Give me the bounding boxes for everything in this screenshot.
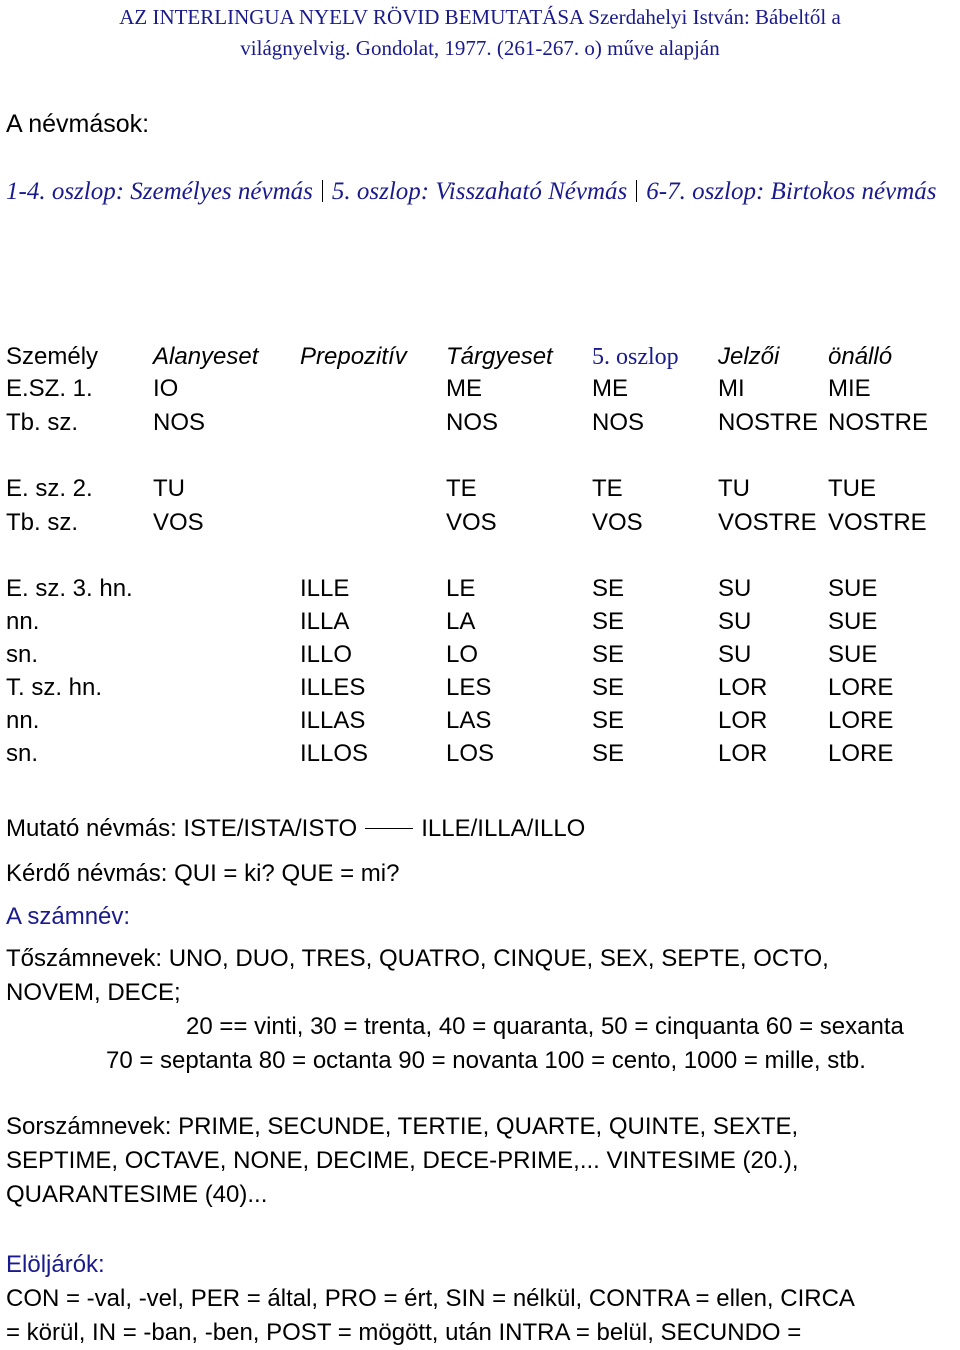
table-cell: LES <box>446 674 492 701</box>
table-cell: E. sz. 3. hn. <box>6 575 133 602</box>
table-cell: TU <box>153 475 185 502</box>
table-cell: LOR <box>718 674 768 701</box>
cardinals-line-1: Tőszámnevek: UNO, DUO, TRES, QUATRO, CINQUE, SEX, SEPTE, OCTO, <box>6 945 829 972</box>
table-cell: sn. <box>6 641 39 668</box>
table-cell: ILLO <box>300 641 353 668</box>
table-cell: E. sz. 2. <box>6 475 93 502</box>
table-header-col-reflexive: 5. oszlop <box>592 344 679 370</box>
table-cell: SUE <box>828 641 878 668</box>
ordinals-line-2: SEPTIME, OCTAVE, NONE, DECIME, DECE-PRIME,... VINTESIME (20.), <box>6 1147 799 1174</box>
cardinals-line-2: NOVEM, DECE; <box>6 979 181 1006</box>
table-cell: sn. <box>6 740 39 767</box>
table-cell: ILLOS <box>300 740 369 767</box>
demonstrative-value: ILLE/ILLA/ILLO <box>421 815 586 842</box>
table-cell: Tb. sz. <box>6 509 79 536</box>
table-cell: LORE <box>828 740 894 767</box>
table-cell: NOSTRE <box>718 409 819 436</box>
table-cell: SUE <box>828 608 878 635</box>
prepositions-line-1: CON = -val, -vel, PER = által, PRO = ért, SIN = nélkül, CONTRA = ellen, CIRCA <box>6 1285 855 1312</box>
table-header-col-nominative: Alanyeset <box>153 343 259 370</box>
columns-note-part-1: 1-4. oszlop: Személyes névmás <box>6 178 313 205</box>
table-header-col-independent: önálló <box>828 343 893 370</box>
document-header <box>0 2 960 64</box>
table-cell: SE <box>592 740 625 767</box>
table-cell: NOS <box>446 409 499 436</box>
prepositions-heading: Elöljárók: <box>6 1251 105 1278</box>
table-cell: ILLES <box>300 674 366 701</box>
table-cell: LORE <box>828 707 894 734</box>
table-cell: LE <box>446 575 476 602</box>
table-header-col-attributive: Jelzői <box>718 343 780 370</box>
table-cell: ILLAS <box>300 707 366 734</box>
table-cell: NOS <box>592 409 645 436</box>
columns-note-part-3: 6-7. oszlop: Birtokos névmás <box>646 178 937 205</box>
table-cell: TU <box>718 475 750 502</box>
table-cell: VOSTRE <box>718 509 817 536</box>
table-cell: SU <box>718 641 752 668</box>
table-cell: SE <box>592 608 625 635</box>
table-cell: SU <box>718 575 752 602</box>
table-cell: LORE <box>828 674 894 701</box>
table-cell: Tb. sz. <box>6 409 79 436</box>
table-cell: TE <box>592 475 623 502</box>
cardinals-line-4: 70 = septanta 80 = octanta 90 = novanta 100 = cento, 1000 = mille, stb. <box>106 1047 866 1074</box>
ordinal-numbers <box>6 1110 956 1212</box>
table-cell: SE <box>592 707 625 734</box>
table-cell: MIE <box>828 375 871 402</box>
table-cell: VOSTRE <box>828 509 927 536</box>
table-cell: VOS <box>446 509 497 536</box>
ordinals-line-3: QUARANTESIME (40)... <box>6 1181 268 1208</box>
columns-note-part-2: 5. oszlop: Visszaható Névmás <box>331 178 628 205</box>
table-cell: ILLA <box>300 608 350 635</box>
column-separator <box>322 180 323 202</box>
table-cell: NOSTRE <box>828 409 929 436</box>
table-cell: LOS <box>446 740 495 767</box>
table-cell: LOR <box>718 740 768 767</box>
table-cell: NOS <box>153 409 206 436</box>
column-separator <box>636 180 637 202</box>
dash-separator <box>365 828 413 829</box>
table-cell: LA <box>446 608 476 635</box>
table-cell: SE <box>592 575 625 602</box>
interrogative-pronoun: Kérdő névmás: QUI = ki? QUE = mi? <box>6 860 400 887</box>
numerals-heading: A számnév: <box>6 903 131 930</box>
table-header-col-person: Személy <box>6 343 99 370</box>
table-cell: SUE <box>828 575 878 602</box>
table-cell: nn. <box>6 608 40 635</box>
table-cell: SE <box>592 674 625 701</box>
demonstrative-pronoun <box>6 812 585 846</box>
table-cell: ILLE <box>300 575 350 602</box>
columns-note <box>6 175 946 209</box>
demonstrative-label: Mutató névmás: ISTE/ISTA/ISTO <box>6 815 358 842</box>
header-line-2: világnyelvig. Gondolat, 1977. (261-267. o) műve alapján <box>240 36 720 60</box>
table-header-col-prepositive: Prepozitív <box>300 343 407 370</box>
ordinals-line-1: Sorszámnevek: PRIME, SECUNDE, TERTIE, QUARTE, QUINTE, SEXTE, <box>6 1113 799 1140</box>
pronouns-heading: A névmások: <box>6 110 150 138</box>
table-cell: LO <box>446 641 479 668</box>
table-cell: ME <box>592 375 628 402</box>
table-cell: E.SZ. 1. <box>6 375 93 402</box>
table-cell: nn. <box>6 707 40 734</box>
table-cell: SU <box>718 608 752 635</box>
table-cell: SE <box>592 641 625 668</box>
table-cell: TE <box>446 475 477 502</box>
cardinals-line-3: 20 == vinti, 30 = trenta, 40 = quaranta, 50 = cinquanta 60 = sexanta <box>186 1013 904 1040</box>
prepositions-line-2: = körül, IN = -ban, -ben, POST = mögött, után INTRA = belül, SECUNDO = <box>6 1319 802 1346</box>
table-cell: TUE <box>828 475 876 502</box>
table-cell: LAS <box>446 707 492 734</box>
table-cell: IO <box>153 375 179 402</box>
table-cell: VOS <box>592 509 643 536</box>
cardinal-numbers <box>6 942 956 1078</box>
table-cell: ME <box>446 375 482 402</box>
pronoun-table <box>0 341 960 771</box>
table-cell: T. sz. hn. <box>6 674 103 701</box>
prepositions <box>6 1282 956 1350</box>
header-line-1: AZ INTERLINGUA NYELV RÖVID BEMUTATÁSA Szerdahelyi István: Bábeltől a <box>119 5 841 29</box>
table-cell: MI <box>718 375 745 402</box>
table-cell: VOS <box>153 509 204 536</box>
table-cell: LOR <box>718 707 768 734</box>
table-header-col-accusative: Tárgyeset <box>446 343 553 370</box>
